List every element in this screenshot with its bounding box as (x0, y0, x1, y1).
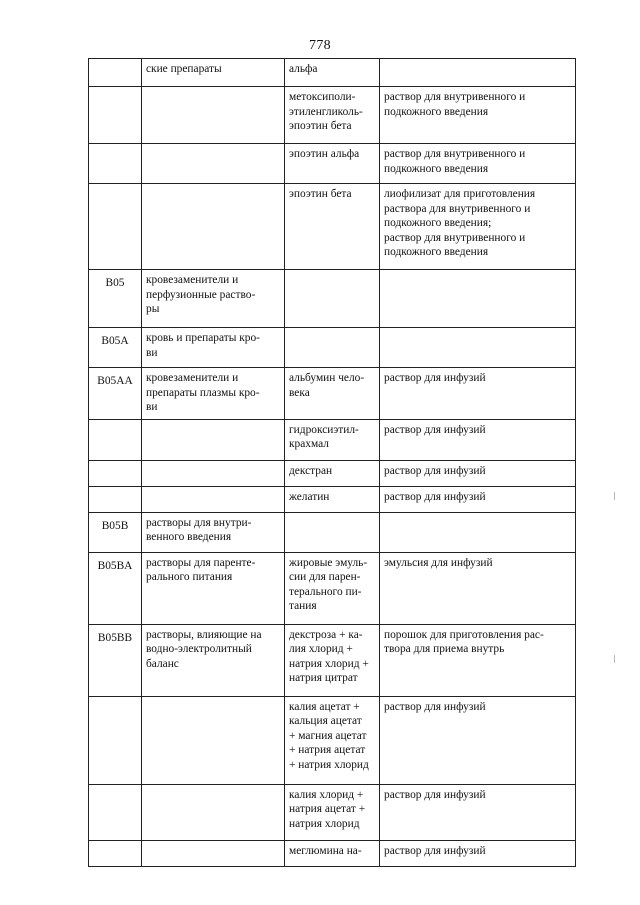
table-row (89, 784, 576, 840)
drug-name-cell (285, 512, 380, 552)
drug-name-cell: декстроза + ка- лия хлорид + натрия хлорид + натрия цитрат (285, 624, 380, 696)
atc-code-cell (89, 840, 142, 866)
table-row (89, 59, 576, 87)
table-row (89, 328, 576, 368)
atc-code-cell (89, 87, 142, 144)
group-name-cell: растворы, влияющие на водно-электролитный баланс (142, 624, 285, 696)
dosage-form-cell: раствор для внутривенного и подкожного введения (380, 87, 576, 144)
group-name-cell: кровезаменители и перфузионные раство- ры (142, 270, 285, 328)
drug-name-cell: жировые эмуль- сии для парен- терального пи- тания (285, 552, 380, 624)
atc-code-cell (89, 486, 142, 512)
dosage-form-cell (380, 328, 576, 368)
dosage-form-cell: раствор для инфузий (380, 460, 576, 486)
drug-name-cell: калия ацетат + кальция ацетат + магния ацетат + натрия ацетат + натрия хлорид (285, 696, 380, 784)
dosage-form-cell: раствор для инфузий (380, 419, 576, 460)
atc-code-cell (89, 59, 142, 87)
table-row (89, 486, 576, 512)
group-name-cell (142, 419, 285, 460)
page-number: 778 (309, 38, 331, 53)
drug-name-cell: эпоэтин альфа (285, 144, 380, 184)
drug-table (88, 58, 576, 867)
dosage-form-cell (380, 59, 576, 87)
group-name-cell (142, 184, 285, 270)
group-name-cell (142, 87, 285, 144)
group-name-cell: ские препараты (142, 59, 285, 87)
atc-code-cell: B05B (89, 512, 142, 552)
drug-name-cell: эпоэтин бета (285, 184, 380, 270)
dosage-form-cell (380, 512, 576, 552)
drug-name-cell: калия хлорид + натрия ацетат + натрия хлорид (285, 784, 380, 840)
drug-name-cell: гидроксиэтил- крахмал (285, 419, 380, 460)
atc-code-cell (89, 419, 142, 460)
atc-code-cell (89, 144, 142, 184)
drug-name-cell: метоксиполи- этиленгликоль- эпоэтин бета (285, 87, 380, 144)
drug-name-cell: желатин (285, 486, 380, 512)
dosage-form-cell (380, 270, 576, 328)
dosage-form-cell: раствор для инфузий (380, 696, 576, 784)
drug-name-cell: альфа (285, 59, 380, 87)
group-name-cell (142, 486, 285, 512)
atc-code-cell: B05BB (89, 624, 142, 696)
drug-name-cell: альбумин чело- века (285, 368, 380, 420)
atc-code-cell: B05 (89, 270, 142, 328)
atc-code-cell (89, 696, 142, 784)
dosage-form-cell: раствор для внутривенного и подкожного введения (380, 144, 576, 184)
dosage-form-cell: раствор для инфузий (380, 486, 576, 512)
dosage-form-cell: эмульсия для инфузий (380, 552, 576, 624)
table-row (89, 552, 576, 624)
table-row (89, 184, 576, 270)
scan-mark (614, 492, 615, 500)
group-name-cell (142, 460, 285, 486)
atc-code-cell: B05BA (89, 552, 142, 624)
dosage-form-cell: порошок для приготовления рас- твора для приема внутрь (380, 624, 576, 696)
atc-code-cell (89, 460, 142, 486)
table-row (89, 144, 576, 184)
table-row (89, 696, 576, 784)
drug-name-cell: меглюмина на- (285, 840, 380, 866)
drug-name-cell: декстран (285, 460, 380, 486)
table-row (89, 624, 576, 696)
group-name-cell: кровезаменители и препараты плазмы кро- ви (142, 368, 285, 420)
table-row (89, 840, 576, 866)
group-name-cell (142, 144, 285, 184)
table-row (89, 460, 576, 486)
atc-code-cell (89, 184, 142, 270)
group-name-cell (142, 840, 285, 866)
atc-code-cell: B05A (89, 328, 142, 368)
group-name-cell: растворы для внутри- венного введения (142, 512, 285, 552)
atc-code-cell (89, 784, 142, 840)
scan-mark (614, 655, 615, 663)
table-row (89, 87, 576, 144)
table-row (89, 270, 576, 328)
group-name-cell (142, 696, 285, 784)
group-name-cell: кровь и препараты кро- ви (142, 328, 285, 368)
dosage-form-cell: раствор для инфузий (380, 368, 576, 420)
dosage-form-cell: лиофилизат для приготовления раствора для внутривенного и подкожного введения; раствор для внутривенного и подкожного введения (380, 184, 576, 270)
drug-table-body (89, 59, 576, 867)
drug-name-cell (285, 270, 380, 328)
atc-code-cell: B05AA (89, 368, 142, 420)
dosage-form-cell: раствор для инфузий (380, 840, 576, 866)
group-name-cell: растворы для паренте- рального питания (142, 552, 285, 624)
dosage-form-cell: раствор для инфузий (380, 784, 576, 840)
group-name-cell (142, 784, 285, 840)
table-row (89, 368, 576, 420)
drug-name-cell (285, 328, 380, 368)
table-row (89, 419, 576, 460)
table-row (89, 512, 576, 552)
